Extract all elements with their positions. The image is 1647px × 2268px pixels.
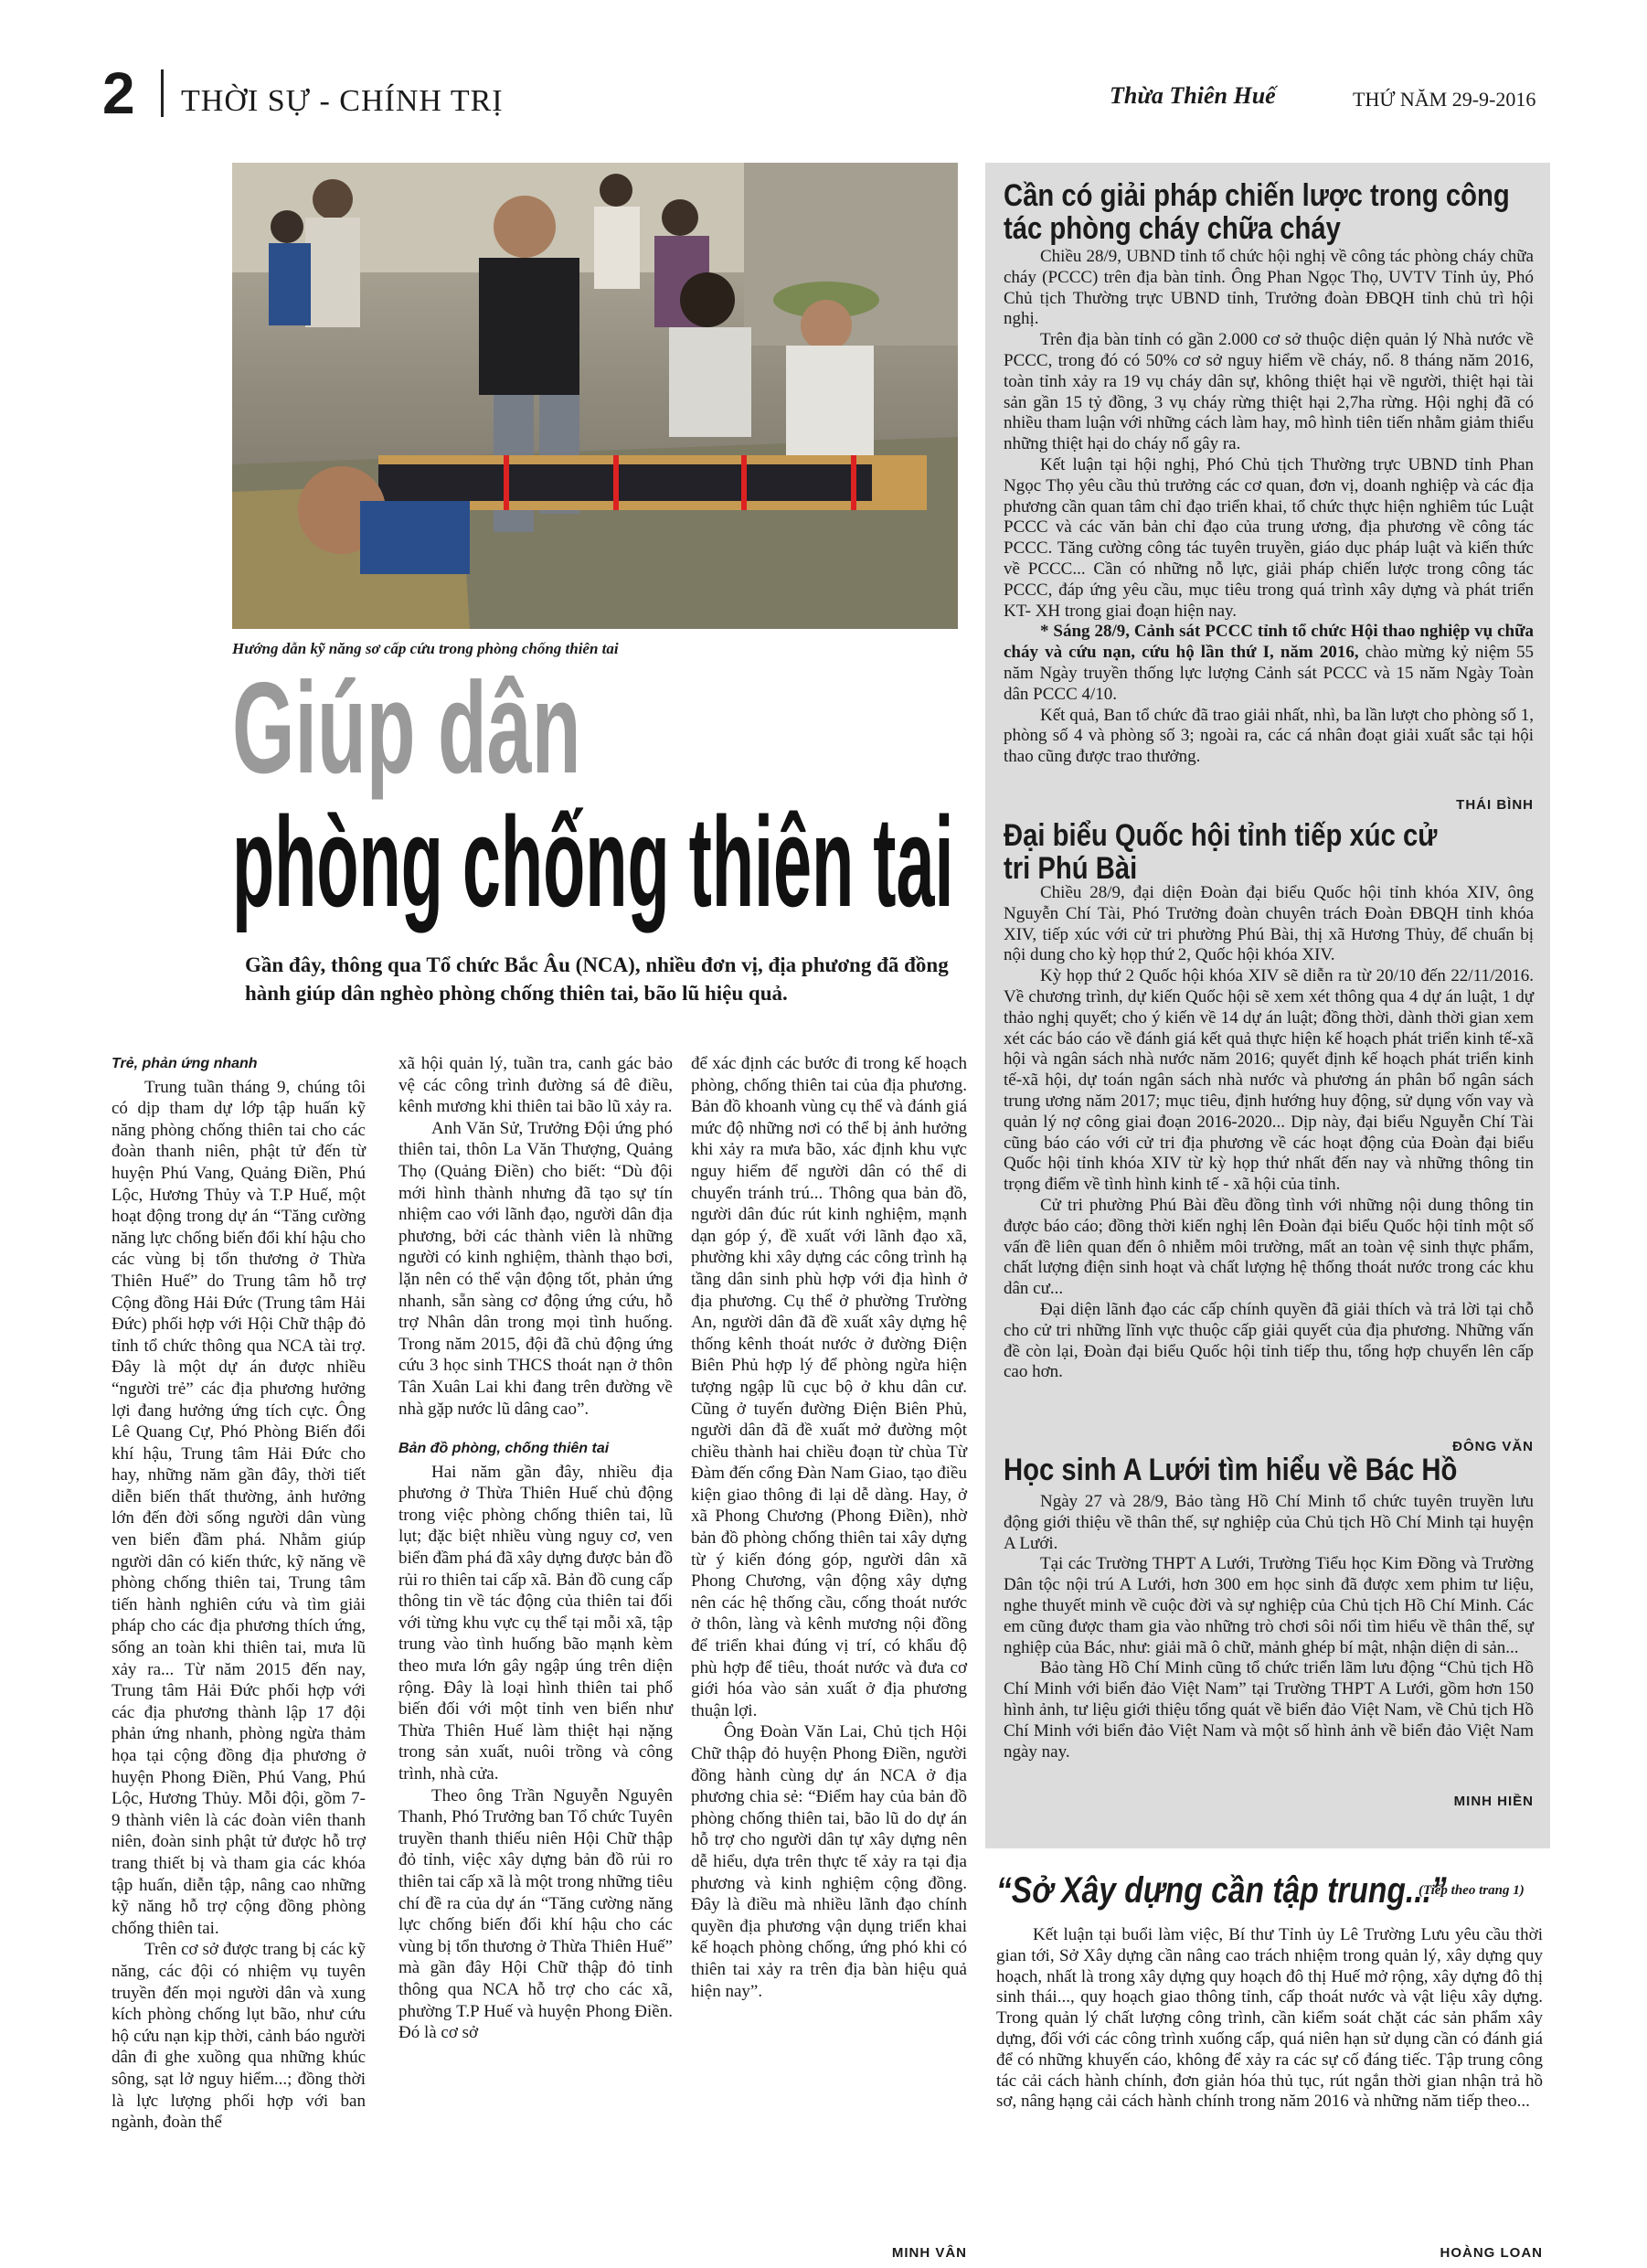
paragraph: Kết luận tại buổi làm việc, Bí thư Tỉnh ủy Lê Trường Lưu yêu cầu thời gian tới, Sở Xây dựng cần nâng cao trách nhiệm trong quản lý, xây dựng quy hoạch, nhất là trong xây dựng quy hoạch đô thị Huế mở rộng, xây dựng đô thị sinh thái..., quy hoạch giao thông tỉnh, cấp thoát nước và vật liệu xây dựng. Trong quản lý chất lượng công trình, cần kiểm soát chặt các sản phẩm xây dựng, đối với các công trình xuống cấp, quá niên hạn sử dụng cần có đánh giá để có những khuyến cáo, không để xảy ra các sự cố đáng tiếc. Tập trung công tác cải cách hành chính, đơn giản hóa thủ tục, rút ngắn thời gian nhận trả hồ sơ, nâng hạng cải cách hành chính trong năm 2016 và những năm tiếp theo... — [996, 1925, 1543, 2112]
paragraph: Chiều 28/9, đại diện Đoàn đại biểu Quốc hội tỉnh khóa XIV, ông Nguyễn Chí Tài, Phó Trưởng đoàn chuyên trách Đoàn ĐBQH tỉnh khóa XIV, tiếp xúc với cử tri phường Phú Bài, thị xã Hương Thủy, để chuẩn bị nội dung cho kỳ họp thứ 2, Quốc hội khóa XIV. — [1004, 883, 1534, 965]
paragraph: Trên cơ sở được trang bị các kỹ năng, các đội có nhiệm vụ tuyên truyền đến mọi người dân và xung kích phòng chống lụt bão, như cứu hộ cứu nạn kịp thời, cảnh báo người dân đi ghe xuồng qua những khúc sông, sạt lở nguy hiểm...; đồng thời là lực lượng phối hợp với ban ngành, đoàn thể — [112, 1940, 366, 2133]
paragraph: Trung tuần tháng 9, chúng tôi có dịp tham dự lớp tập huấn kỹ năng phòng chống thiên tai cho các đoàn thanh niên, phật tử đến từ huyện Phú Vang, Quảng Điền, Phú Lộc, Hương Thủy và T.P Huế, một hoạt động trong dự án “Tăng cường năng lực chống biến đổi khí hậu cho các vùng bị tổn thương ở Thừa Thiên Huế” do Trung tâm hỗ trợ Cộng đồng Hải Đức (Trung tâm Hải Đức) phối hợp với Hội Chữ thập đỏ tỉnh tổ chức thông qua NCA tài trợ. Đây là một dự án được nhiều “người trẻ” các địa phương hưởng lợi đang hưởng ứng tích cực. Ông Lê Quang Cự, Phó Phòng Biến đổi khí hậu, Trung tâm Hải Đức cho hay, những năm gần đây, thời tiết diễn biến thất thường, ảnh hưởng lớn đến đời sống người dân vùng ven biển đầm phá. Nhằm giúp người dân có kiến thức, kỹ năng về phòng chống thiên tai, Trung tâm tiến hành nghiên cứu và tìm giải pháp cho các địa phương thích ứng, sống an toàn khi thiên tai, mưa lũ xảy ra... Từ năm 2015 đến nay, Trung tâm Hải Đức phối hợp với các địa phương thành lập 17 đội phản ứng nhanh, phòng ngừa thảm họa tại cộng đồng địa phương ở huyện Phong Điền, Phú Vang, Phú Lộc, Hương Thủy. Mỗi đội, gồm 7- 9 thành viên là các đoàn viên thanh niên, đoàn sinh phật tử được hỗ trợ trang thiết bị và tham gia các khóa tập huấn, diễn tập, nâng cao những kỹ năng hỗ trợ cộng đồng phòng chống thiên tai. — [112, 1077, 366, 1938]
byline: MINH HIỀN — [1453, 1794, 1534, 1809]
subheading: Trẻ, phản ứng nhanh — [112, 1056, 258, 1071]
paragraph-rest: chào mừng kỷ niệm 55 năm Ngày truyền thống lực lượng Cảnh sát PCCC và 15 năm Ngày Toàn dân PCCC 4/10. — [1004, 643, 1535, 704]
subheading: Bản đồ phòng, chống thiên tai — [398, 1441, 610, 1457]
lead-paragraph: Gần đây, thông qua Tổ chức Bắc Âu (NCA), nhiều đơn vị, địa phương đã đồng hành giúp dân nghèo phòng chống thiên tai, bão lũ hiệu quả. — [245, 953, 949, 1005]
paragraph: Chiều 28/9, UBND tỉnh tổ chức hội nghị về công tác phòng cháy chữa cháy (PCCC) trên địa bàn tỉnh. Ông Phan Ngọc Thọ, UVTV Tỉnh ủy, Phó Chủ tịch Thường trực UBND tỉnh, Trưởng đoàn ĐBQH tỉnh chủ trì hội nghị. — [1004, 247, 1534, 329]
paragraph: để xác định các bước đi trong kế hoạch phòng, chống thiên tai của địa phương. Bản đồ khoanh vùng cụ thể và đánh giá mức độ những nơi có thể bị ảnh hưởng khi xảy ra mưa bão, xác định khu vực nguy hiểm để người dân có thể di chuyển tránh trú... Thông qua bản đồ, người dân đúc rút kinh nghiệm, mạnh dạn góp ý, đề xuất với lãnh đạo xã, phường khi xây dựng các công trình hạ tầng dân sinh phù hợp với địa hình ở địa phương. Cụ thể ở phường Trường An, người dân đã đề xuất xây dựng hệ thống kênh thoát nước ở đường Điện Biên Phủ hợp lý để phòng ngừa hiện tượng ngập lũ cục bộ ở khu dân cư. Cũng ở tuyến đường Điện Biên Phủ, người dân đã đề xuất mở đường một chiều thành hai chiều đoạn từ chùa Từ Đàm đến cổng Đàn Nam Giao, tạo điều kiện giao thông đi lại dễ dàng. Hay, ở xã Phong Chương (Phong Điền), nhờ bản đồ phòng chống thiên tai xây dựng từ ý kiến đóng góp, người dân xã Phong Chương, vận động xây dựng nên các hệ thống cầu, cống thoát nước ở thôn, làng và kênh mương nội đồng để triển khai đúng vị trí, có khẩu độ phù hợp để tiêu, thoát nước và đưa cơ giới hóa vào sản xuất ở địa phương thuận lợi. — [691, 1054, 967, 1720]
masthead: Thừa Thiên Huế — [1110, 82, 1276, 109]
paragraph: Đại diện lãnh đạo các cấp chính quyền đã giải thích và trả lời tại chỗ cho cử tri những lĩnh vực thuộc cấp giải quyết của địa phương. Những vấn đề còn lại, Đoàn đại biểu Quốc hội tỉnh tiếp thu, tổng hợp chuyển lên cấp cao hơn. — [1004, 1299, 1534, 1382]
continued-note: (Tiếp theo trang 1) — [1419, 1883, 1525, 1898]
paragraph: xã hội quản lý, tuần tra, canh gác bảo vệ các công trình đường sá đê điều, kênh mương khi thiên tai bão lũ xảy ra. — [398, 1054, 673, 1117]
paragraph: Ngày 27 và 28/9, Bảo tàng Hồ Chí Minh tổ chức tuyên truyền lưu động giới thiệu về thân thế, sự nghiệp của Chủ tịch Hồ Chí Minh tại huyện A Lưới. — [1004, 1492, 1534, 1553]
issue-date: THỨ NĂM 29-9-2016 — [1353, 88, 1536, 111]
brief-title: Cần có giải pháp chiến lược trong công tác phòng cháy chữa cháy — [1004, 178, 1510, 246]
brief-body — [1004, 883, 1534, 1383]
byline: ĐÔNG VĂN — [1452, 1439, 1534, 1454]
header-divider — [161, 69, 164, 117]
paragraph: Bảo tàng Hồ Chí Minh cũng tổ chức triển lãm lưu động “Chủ tịch Hồ Chí Minh với biển đảo Việt Nam” tại Trường THPT A Lưới, gồm hơn 150 hình ảnh, tư liệu giới thiệu tổng quát về biển đảo Việt Nam, về Chủ tịch Hồ Chí Minh với biển đảo Việt Nam và một số hình ảnh về biển đảo Việt Nam ngày nay. — [1004, 1658, 1534, 1762]
paragraph: Trên địa bàn tỉnh có gần 2.000 cơ sở thuộc diện quản lý Nhà nước về PCCC, trong đó có 50% cơ sở nguy hiểm về cháy, nổ. 8 tháng năm 2016, toàn tỉnh xảy ra 19 vụ cháy dân sự, không thiệt hại về người, thiệt hại tài sản gần 15 tỷ đồng, 3 vụ cháy rừng thiệt hại 2,7ha rừng. Hội nghị đã có nhiều tham luận với những cách làm hay, mô hình tiên tiến nhằm giảm thiểu những thiệt hại do cháy nổ gây ra. — [1004, 330, 1535, 454]
article-column-1 — [112, 1053, 366, 2134]
continued-title: “Sở Xây dựng cần tập trung...” — [996, 1870, 1447, 1911]
paragraph: Ông Đoàn Văn Lai, Chủ tịch Hội Chữ thập đỏ huyện Phong Điền, người đồng hành cùng dự án NCA ở địa phương chia sẻ: “Điểm hay của bản đồ phòng chống thiên tai, bão lũ do dự án hỗ trợ cho người dân tự xây dựng nên dễ hiểu, dựa trên thực tế xảy ra tại địa phương và kinh nghiệm cộng đồng. Đây là điều mà nhiều lãnh đạo chính quyền địa phương vận dụng triển khai kế hoạch phòng chống, ứng phó khi có thiên tai xảy ra trên địa bàn hiệu quả hiện nay”. — [691, 1722, 967, 2001]
headline-line-2: phòng chống thiên tai — [232, 790, 954, 933]
photo-caption: Hướng dẫn kỹ năng sơ cấp cứu trong phòng chống thiên tai — [232, 640, 619, 657]
headline-line-1: Giúp dân — [232, 655, 581, 801]
paragraph: Anh Văn Sử, Trưởng Đội ứng phó thiên tai, thôn La Văn Thượng, Quảng Thọ (Quảng Điền) cho biết: “Dù đội mới hình thành nhưng đã tạo sự tín nhiệm cao với lãnh đạo, người dân địa phương, bởi các thành viên là những người có kinh nghiệm, thành thạo bơi, lặn nên có thể vận động tốt, phản ứng nhanh, sẵn sàng cơ động ứng cứu, hỗ trợ Nhân dân trong mọi tình huống. Trong năm 2015, đội đã chủ động ứng cứu 3 học sinh THCS thoát nạn ở thôn Tân Xuân Lai khi đang trên đường về nhà gặp nước lũ dâng cao”. — [398, 1118, 673, 1419]
paragraph: Kết quả, Ban tổ chức đã trao giải nhất, nhì, ba lần lượt cho phòng số 1, phòng số 4 và phòng số 3; ngoài ra, các cá nhân đoạt giải xuất sắc tại hội thao cũng được trao thưởng. — [1004, 705, 1534, 767]
article-column-3 — [691, 1053, 967, 2002]
brief-title: Học sinh A Lưới tìm hiểu về Bác Hồ — [1004, 1453, 1458, 1487]
paragraph: Kết luận tại hội nghị, Phó Chủ tịch Thường trực UBND tỉnh Phan Ngọc Thọ yêu cầu thủ trưởng các cơ quan, đơn vị, doanh nghiệp và các địa phương cần quan tâm chỉ đạo triển khai, tổ chức thực hiện nghiêm túc Luật PCCC và các văn bản chỉ đạo của trung ương, địa phương về công tác PCCC. Tăng cường công tác tuyên truyền, giáo dục pháp luật và kiến thức về PCCC... Cần có những nỗ lực, giải pháp chiến lược trong công tác PCCC, đáp ứng yêu cầu, mục tiêu trong quá trình xây dựng và phát triển KT- XH trong giai đoạn hiện nay. — [1004, 454, 1534, 621]
bold-lead: * Sáng 28/9, Cảnh sát PCCC tỉnh tổ chức Hội thao nghiệp vụ chữa cháy và cứu nạn, cứu hộ lần thứ I, năm 2016, — [1004, 622, 1534, 663]
paragraph: Theo ông Trần Nguyễn Nguyên Thanh, Phó Trưởng ban Tổ chức Tuyên truyền thanh thiếu niên Hội Chữ thập đỏ tỉnh, việc xây dựng bản đồ rủi ro thiên tai cấp xã là một trong những tiêu chí đề ra của dự án “Tăng cường năng lực chống biến đổi khí hậu cho các vùng bị tổn thương ở Thừa Thiên Huế” mà gần đây Hội Chữ thập đỏ tỉnh thông qua NCA hỗ trợ cho các xã, phường T.P Huế và huyện Phong Điền. Đó là cơ sở — [398, 1785, 674, 2043]
paragraph: Hai năm gần đây, nhiều địa phương ở Thừa Thiên Huế chủ động trong việc phòng chống thiên tai, lũ lụt; đặc biệt nhiều vùng nguy cơ, ven biển đầm phá đã xây dựng được bản đồ rủi ro thiên tai cấp xã. Bản đồ cung cấp thông tin về tác động của thiên tai đối với từng khu vực cụ thể tại mỗi xã, tập trung vào tình huống bão mạnh kèm theo mưa lớn gây ngập úng trên diện rộng. Đây là loại hình thiên tai phổ biến đối với một tỉnh ven biển như Thừa Thiên Huế làm thiệt hại nặng trong sản xuất, nuôi trồng và công trình, nhà cửa. — [398, 1462, 673, 1784]
paragraph: Cử tri phường Phú Bài đều đồng tình với những nội dung thông tin được báo cáo; đồng thời kiến nghị lên Đoàn đại biểu Quốc hội tỉnh một số vấn đề liên quan đến ô nhiễm môi trường, mất an toàn vệ sinh thực phẩm, chất lượng điện sinh hoạt và chất lượng hệ thống thoát nước trong các khu dân cư... — [1004, 1195, 1534, 1299]
brief-title: Đại biểu Quốc hội tỉnh tiếp xúc cử tri Phú Bài — [1004, 818, 1438, 886]
paragraph: Tại các Trường THPT A Lưới, Trường Tiểu học Kim Đồng và Trường Dân tộc nội trú A Lưới, hơn 300 em học sinh đã được xem phim tư liệu, nghe thuyết minh về cuộc đời và sự nghiệp của Chủ tịch Hồ Chí Minh. Các em cũng được tham gia vào những trò chơi sôi nổi tìm hiểu về thân thế, sự nghiệp của Bác, như: giải mã ô chữ, mảnh ghép bí mật, nhận diện di sản... — [1004, 1554, 1534, 1657]
paragraph: Kỳ họp thứ 2 Quốc hội khóa XIV sẽ diễn ra từ 20/10 đến 22/11/2016. Về chương trình, dự kiến Quốc hội sẽ xem xét thông qua 4 dự án luật, 1 dự thảo nghị quyết; cho ý kiến về 14 dự án luật; đồng thời, dành thời gian xem xét các báo cáo về đánh giá kết quả thực hiện kế hoạch phát triển kinh tế-xã hội và ngân sách nhà nước năm 2016; quyết định kế hoạch phát triển kinh tế-xã hội, dự toán ngân sách nhà nước và phương án phân bổ ngân sách trung ương năm 2017; mục tiêu, định hướng huy động, sử dụng vốn vay và quản lý nợ công giai đoạn 2016-2020... Dịp này, đại biểu Nguyễn Chí Tài cũng báo cáo với cử tri địa phương về các hoạt động của Đoàn đại biểu Quốc hội tỉnh khóa XIV từ kỳ họp thứ nhất đến nay và những thông tin trọng điểm về tình hình kinh tế - xã hội của tỉnh. — [1004, 966, 1534, 1195]
brief-body — [1004, 247, 1534, 768]
paragraph — [1004, 622, 1534, 705]
byline: HOÀNG LOAN — [1440, 2245, 1543, 2261]
continued-body — [996, 1925, 1543, 2113]
article-column-2 — [398, 1053, 673, 2044]
brief-body — [1004, 1492, 1534, 1762]
byline: THÁI BÌNH — [1456, 797, 1534, 813]
page-number: 2 — [102, 60, 135, 126]
byline: MINH VÂN — [891, 2245, 967, 2261]
rescue-training-photo — [232, 163, 958, 629]
section-title: THỜI SỰ - CHÍNH TRỊ — [181, 84, 504, 118]
